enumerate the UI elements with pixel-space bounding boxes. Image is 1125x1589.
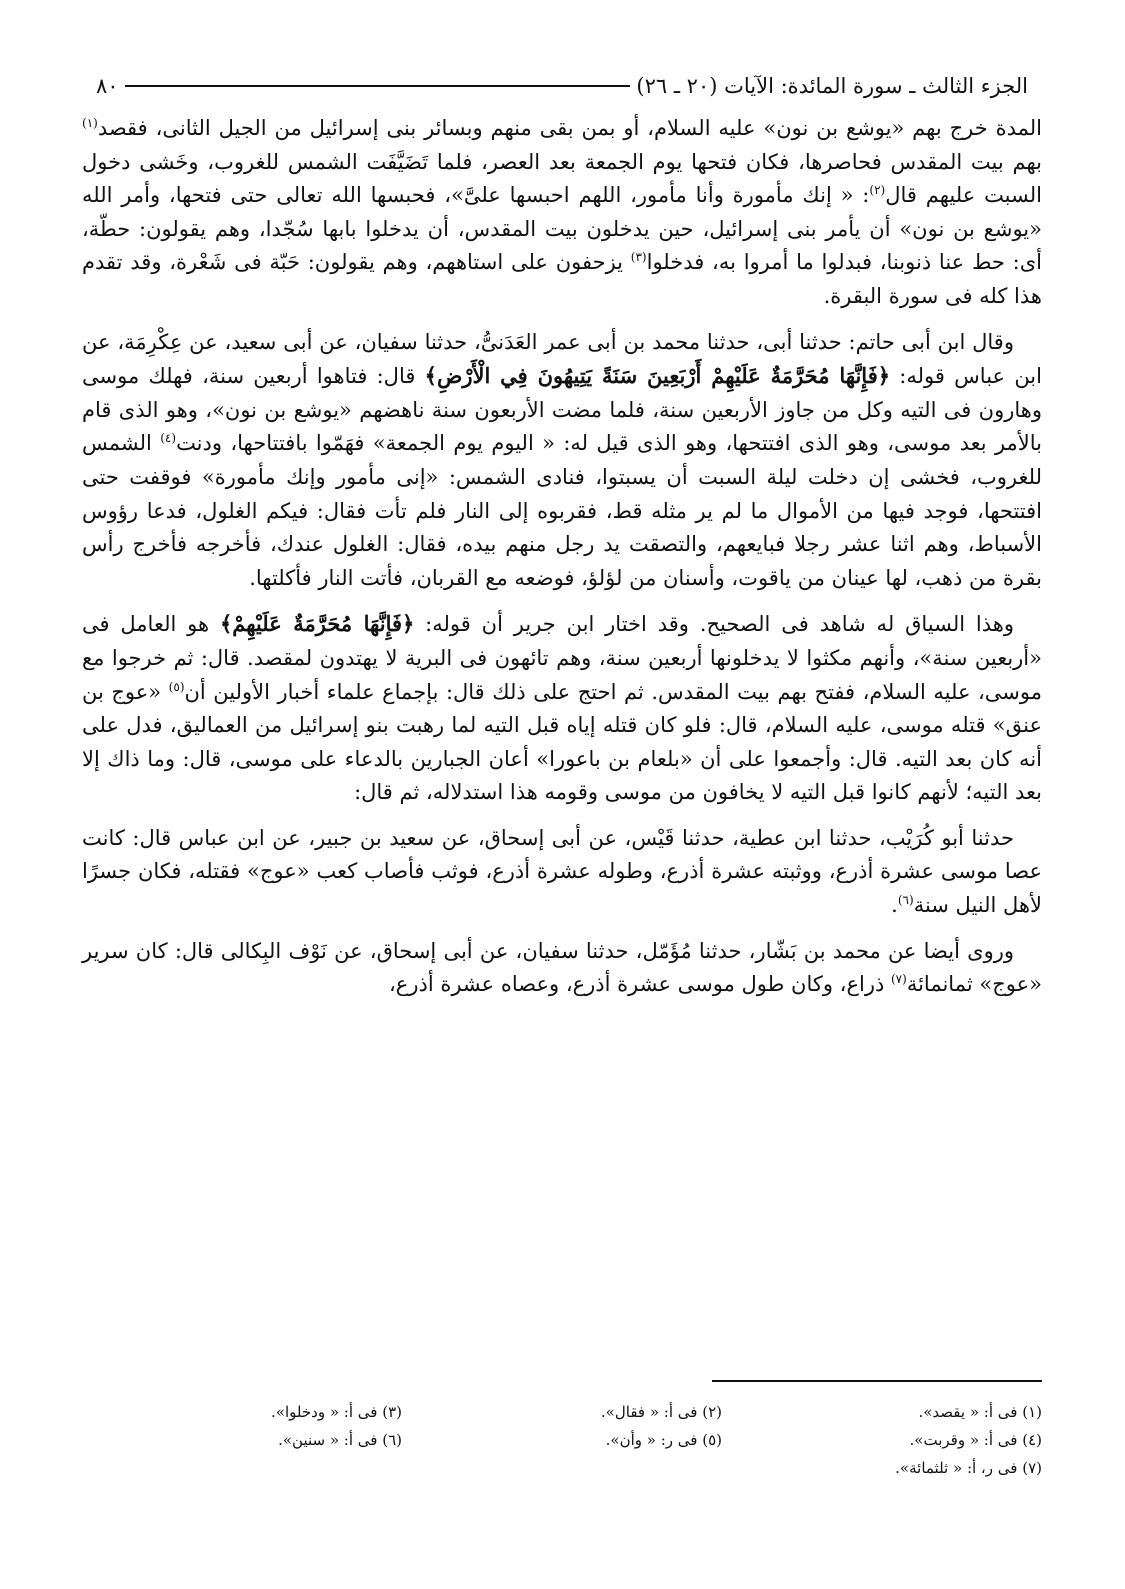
footnote-ref: (١) [82, 116, 98, 130]
text-run: : « إنك مأمورة وأنا مأمور، اللهم احبسها علىَّ»، فحبسها الله تعالى حتى فتحها، وأمر الله «يوشع بن نون» أن يأمر بنى إسرائيل، حين يدخلون بيت المقدس، أن يدخلوا بابها سُجّدا، وهم يقولون: حطّة، أى: حط عنا ذنوبنا، فبدلوا ما أمروا به، فدخلوا [82, 183, 1042, 275]
text-run: وهذا السياق له شاهد فى الصحيح. وقد اختار ابن جرير أن قوله: [414, 612, 1015, 637]
footnote-ref: (٧) [890, 972, 907, 987]
paragraph [82, 326, 1042, 596]
main-text [82, 112, 1042, 1002]
paragraph [82, 822, 1042, 923]
text-run: ذراع، وكان طول موسى عشرة أذرع، وعصاه عشرة أذرع، [389, 972, 891, 997]
text-run: وروى أيضا عن محمد بن بَشّار، حدثنا مُؤَمّل، حدثنا سفيان، عن أبى إسحاق، عن نَوْف البِكالى قال: كان سرير «عوج» ثمانمائة [82, 938, 1042, 997]
footnotes [82, 1398, 1042, 1482]
footnote-ref: (٣) [630, 250, 647, 265]
footnote: (٧) فى ر، أ: « ثلثمائة». [895, 1459, 1042, 1477]
footnote-ref: (٢) [869, 183, 886, 198]
text-run: بهم بيت المقدس فحاصرها، فكان فتحها يوم الجمعة بعد العصر، فلما تَضَيَّفَت الشمس للغروب، وخَشى دخول السبت عليهم قال [82, 149, 1042, 208]
text-run: هو العامل فى «أربعين سنة»، وأنهم مكثوا لا يدخلونها أربعين سنة، وهم تائهون فى البرية لا يهتدون لمقصد. قال: ثم خرجوا مع موسى، عليه السلام، ففتح بهم بيت المقدس. ثم احتج على ذلك قال: بإجماع علماء أخبار الأولين أن [82, 612, 1042, 704]
text-run: حدثنا أبو كُرَيْب، حدثنا ابن عطية، حدثنا قَيْس، عن أبى إسحاق، عن سعيد بن جبير، عن ابن عباس قال: كانت عصا موسى عشرة أذرع، ووثبته عشرة أذرع، وطوله عشرة أذرع، فوثب فأصاب كعب «عوج» فقتله، فكان جسرًا لأهل النيل سنة [82, 825, 1042, 918]
paragraph [82, 607, 1042, 810]
text-run: . [891, 893, 898, 918]
header-title: الجزء الثالث ـ سورة المائدة: الآيات (٢٠ ـ ٢٦) [636, 74, 1028, 98]
text-run: المدة خرج بهم «يوشع بن نون» عليه السلام، أو بمن بقى منهم وبسائر بنى إسرائيل من الجيل الثانى، فقصد [97, 116, 1042, 140]
text-run: قال: فتاهوا أربعين سنة، فهلك موسى وهارون فى التيه وكل من جاوز الأربعين سنة، فلما مضت الأربعون سنة ناهضهم «يوشع بن نون»، وهو الذى قام بالأمر بعد موسى، وهو الذى افتتحها، وهو الذى قيل له: « اليوم يوم الجمعة» فهَمّوا بافتتاحها، ودنت [82, 364, 1042, 456]
running-header [82, 60, 1042, 112]
footnote-row [82, 1398, 1042, 1426]
footnote-ref: (٤) [160, 431, 177, 446]
footnote: (٣) فى أ: « ودخلوا». [271, 1403, 402, 1421]
quran-verse: ﴿فَإِنَّهَا مُحَرَّمَةٌ عَلَيْهِمْ أَرْبَعِينَ سَنَةً يَتِيهُونَ فِي الْأَرْضِ﴾ [424, 363, 891, 389]
footnote-ref: (٦) [897, 893, 914, 908]
footnote-rule [712, 1380, 1042, 1382]
footnote: (٤) فى أ: « وقربت». [909, 1431, 1042, 1449]
text-run: الشمس للغروب، فخشى إن دخلت ليلة السبت أن يسبتوا، فنادى الشمس: «إنى مأمور وإنك مأمورة» فوقفت حتى افتتحها، فوجد فيها من الأموال ما لم ير مثله قط، فقربوه إلى النار فلم تأت فقال: فيكم الغلول، فدعا رؤوس الأسباط، وهم اثنا عشر رجلا فبايعهم، والتصقت يد رجل منهم بيده، فقال: الغلول عندك، فأخرجه فأخرج رأس بقرة من ذهب، لها عينان من ياقوت، وأسنان من لؤلؤ، فوضعه مع القربان، فأتت النار فأكلتها. [82, 431, 1042, 590]
quran-verse: ﴿فَإِنَّهَا مُحَرَّمَةٌ عَلَيْهِمْ﴾ [219, 611, 415, 637]
text-run: يزحفون على استاههم، وهم يقولون: حَبّة فى شَعْرة، وقد تقدم هذا كله فى سورة البقرة. [82, 250, 1042, 308]
footnote: (١) فى أ: « يقصد». [918, 1403, 1042, 1421]
paragraph [82, 112, 1042, 314]
page [82, 60, 1042, 1500]
page-number: ٨٠ [96, 74, 119, 98]
header-rule [125, 85, 631, 87]
footnote: (٥) فى ر: « وأن». [605, 1431, 722, 1449]
footnote: (٢) فى أ: « فقال». [600, 1403, 722, 1421]
footnote-row [82, 1454, 1042, 1482]
footnote-row [82, 1426, 1042, 1454]
footnote-ref: (٥) [168, 679, 185, 694]
footnote: (٦) فى أ: « سنين». [278, 1431, 402, 1449]
text-run: وقال ابن أبى حاتم: حدثنا أبى، حدثنا محمد بن أبى عمر العَدَنىُّ، حدثنا سفيان، عن أبى سعيد، عن عِكْرِمَة، عن ابن عباس قوله: [82, 329, 1042, 389]
paragraph [82, 935, 1042, 1002]
text-run: «عوج بن عنق» قتله موسى، عليه السلام، قال: فلو كان قتله إياه قبل التيه لما رهبت بنو إسرائيل من العماليق، فدل على أنه كان بعد التيه. قال: وأجمعوا على أن «بلعام بن باعورا» أعان الجبارين بالدعاء على موسى، قال: وما ذاك إلا بعد التيه؛ لأنهم كانوا قبل التيه لا يخافون من موسى وقومه هذا استدلاله، ثم قال: [82, 679, 1042, 805]
